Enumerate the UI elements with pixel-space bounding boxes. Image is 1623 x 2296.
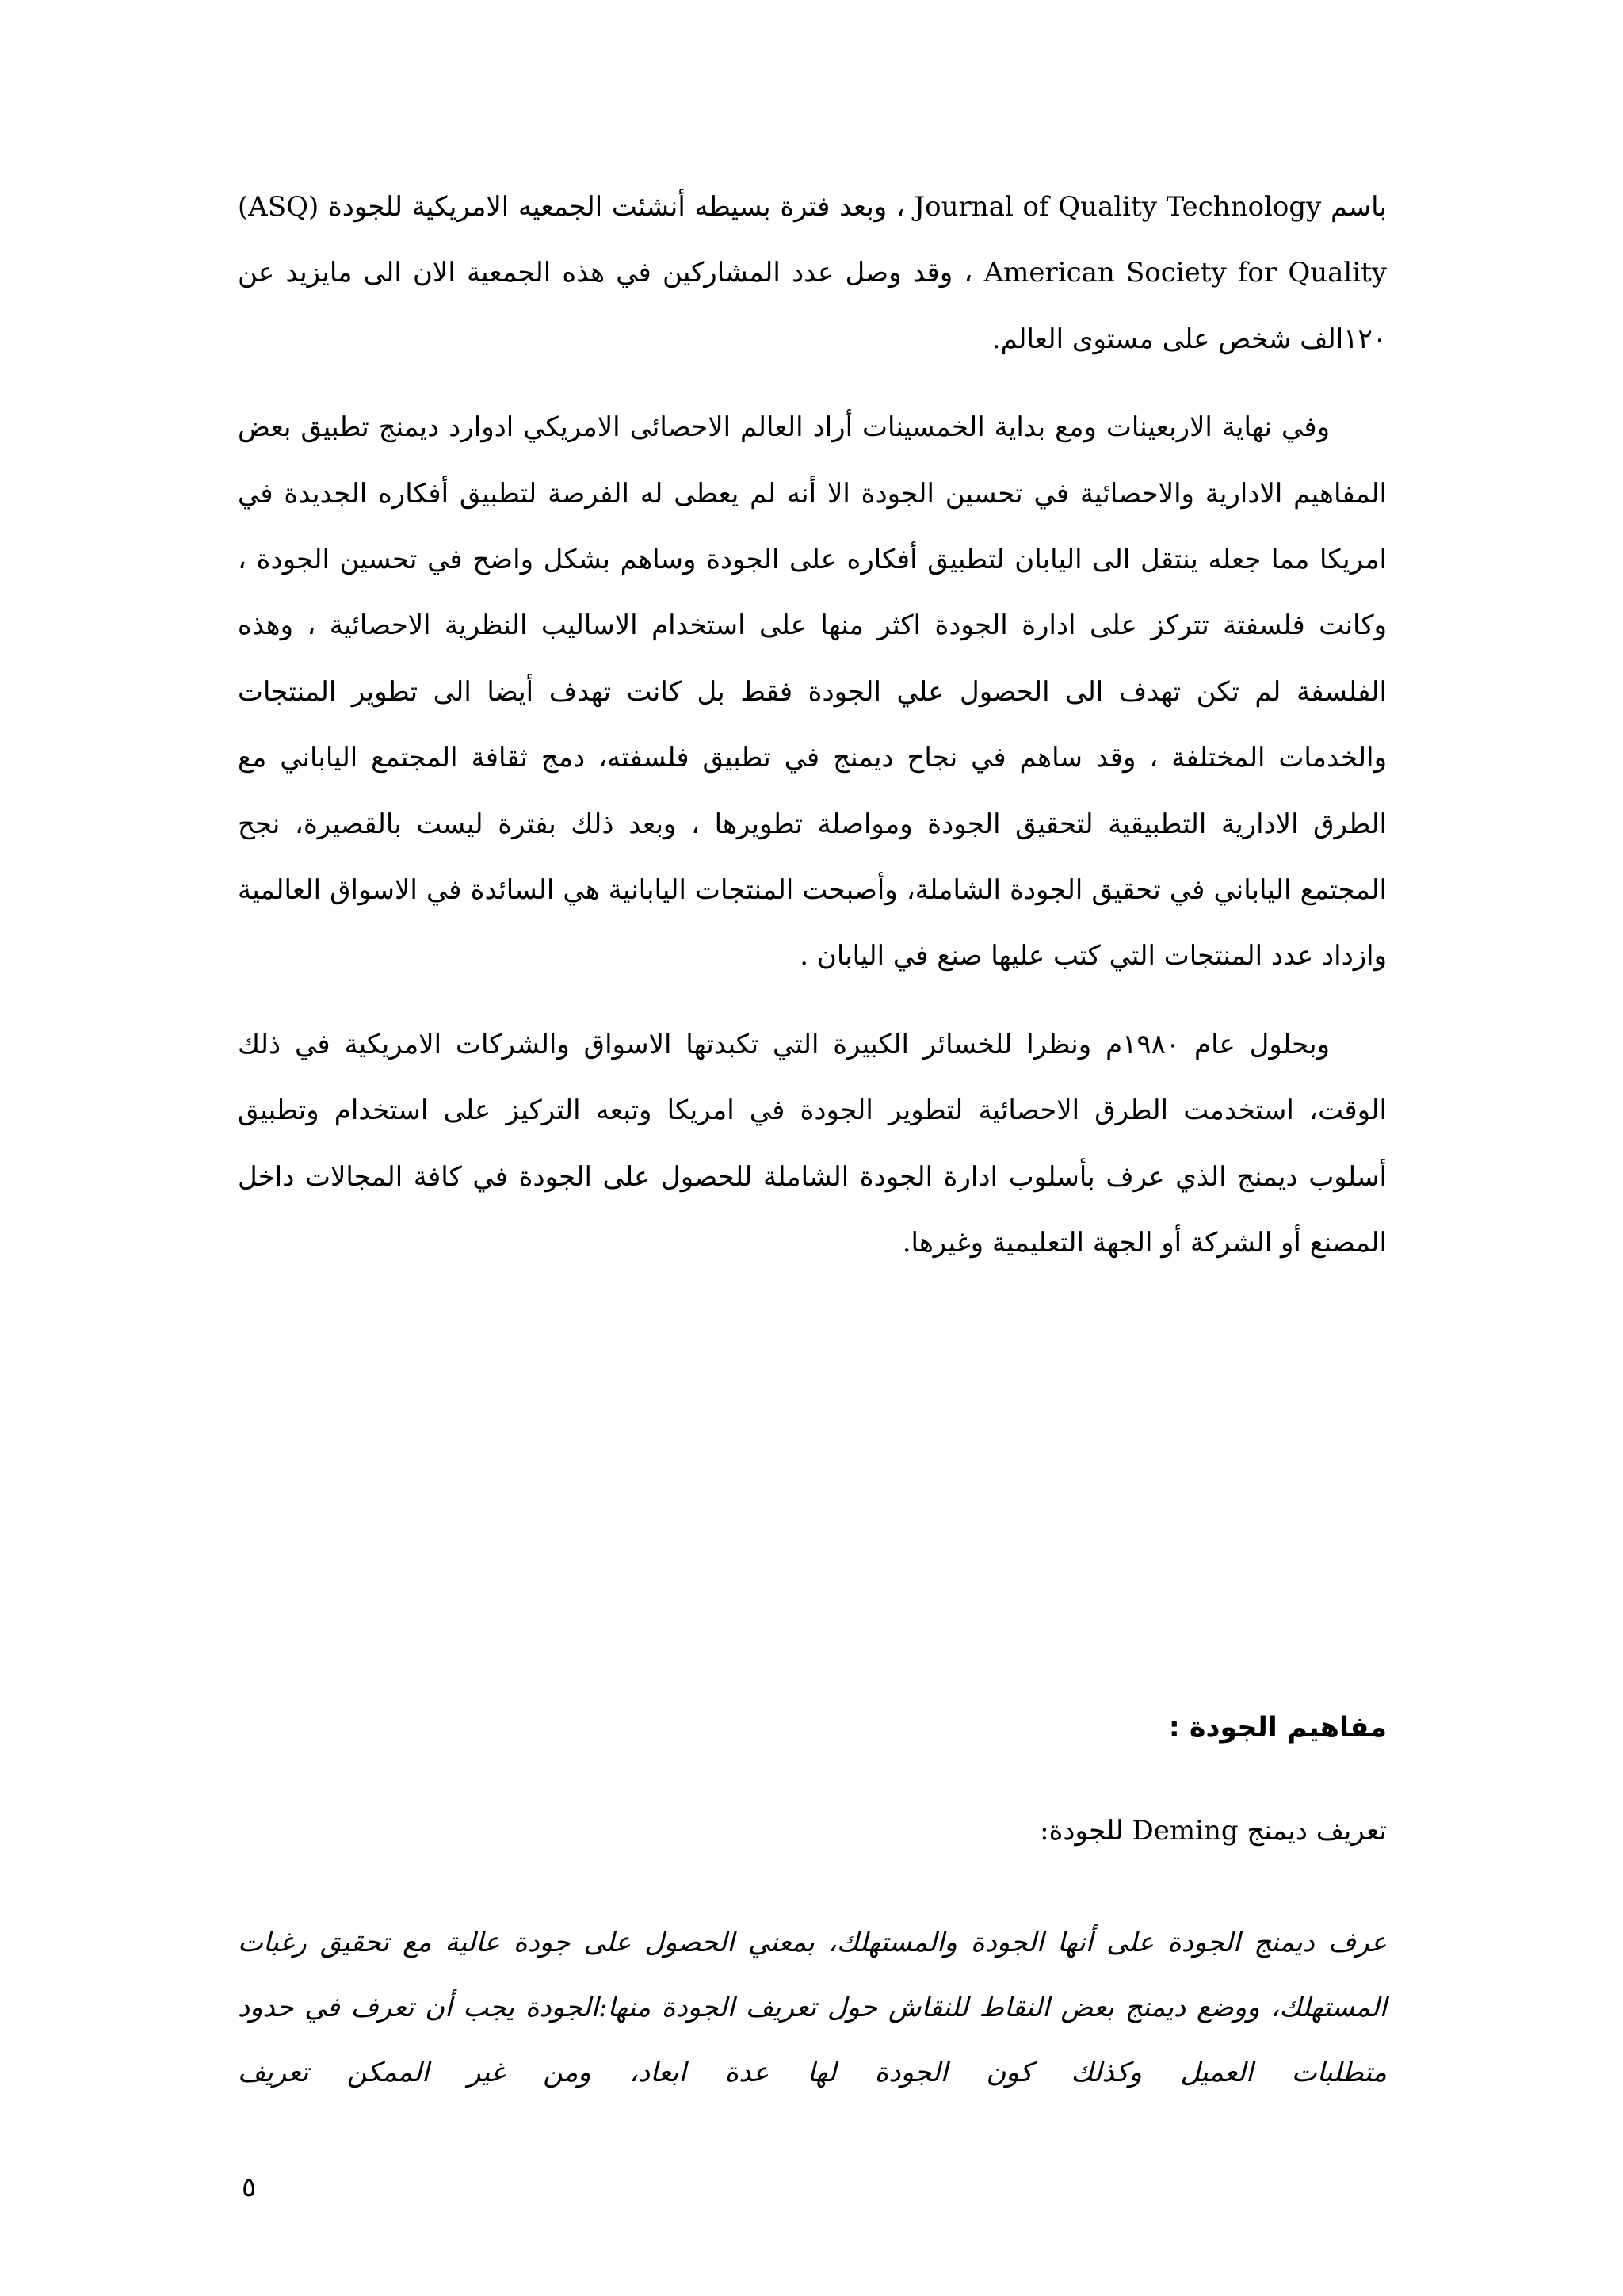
paragraph-deming-japan: وفي نهاية الاربعينات ومع بداية الخمسينات أراد العالم الاحصائى الامريكي ادوارد ديمنج تطبيق بعض المفاهيم الادارية والاحصائية في تحسين الجودة الا أنه لم يعطى له الفرصة لتطبيق أفكاره الجديدة في امريكا مما جعله ينتقل الى اليابان لتطبيق أفكاره على الجودة وساهم بشكل واضح في تحسين الجودة ، وكانت فلسفتة تتركز على ادارة الجودة اكثر منها على استخدام الاساليب النظرية الاحصائية ، وهذه الفلسفة لم تكن تهدف الى الحصول علي الجودة فقط بل كانت تهدف أيضا الى تطوير المنتجات والخدمات المختلفة ، وقد ساهم في نجاح ديمنج في تطبيق فلسفته، دمج ثقافة المجتمع الياباني مع الطرق الادارية التطبيقية لتحقيق الجودة ومواصلة تطويرها ، وبعد ذلك بفترة ليست بالقصيرة، نجح المجتمع الياباني في تحقيق الجودة الشاملة، وأصبحت المنتجات اليابانية هي السائدة في الاسواق العالمية وازداد عدد المنتجات التي كتب عليها صنع في اليابان . xyxy=(238,411,1387,972)
document-body xyxy=(238,174,1387,1277)
page-number: ٥ xyxy=(242,2172,257,2203)
subheading-deming-definition: تعريف ديمنج Deming للجودة: xyxy=(1040,1815,1387,1847)
deming-definition-text: عرف ديمنج الجودة على أنها الجودة والمستهلك، بمعني الحصول على جودة عالية مع تحقيق رغبات المستهلك، ووضع ديمنج بعض النقاط للنقاش حول تعريف الجودة منها:الجودة يجب أن تعرف في حدود متطلبات العميل وكذلك كون الجودة لها عدة ابعاد، ومن غير الممكن تعريف xyxy=(238,1927,1387,2088)
section-heading-quality-concepts: مفاهيم الجودة : xyxy=(1168,1712,1387,1744)
paragraph-1980-america: وبحلول عام ١٩٨٠م ونظرا للخسائر الكبيرة التي تكبدتها الاسواق والشركات الامريكية في ذلك الوقت، استخدمت الطرق الاحصائية لتطوير الجودة في امريكا وتبعه التركيز على استخدام وتطبيق أسلوب ديمنج الذي عرف بأسلوب ادارة الجودة الشاملة للحصول على الجودة في كافة المجالات داخل المصنع أو الشركة أو الجهة التعليمية وغيرها. xyxy=(238,1028,1387,1259)
paragraph-asq-history: باسم Journal of Quality Technology ، وبعد فترة بسيطه أنشئت الجمعيه الامريكية للجودة (ASQ) American Society for Quality ، وقد وصل عدد المشاركين في هذه الجمعية الان الى مايزيد عن ١٢٠الف شخص على مستوى العالم. xyxy=(238,191,1387,355)
